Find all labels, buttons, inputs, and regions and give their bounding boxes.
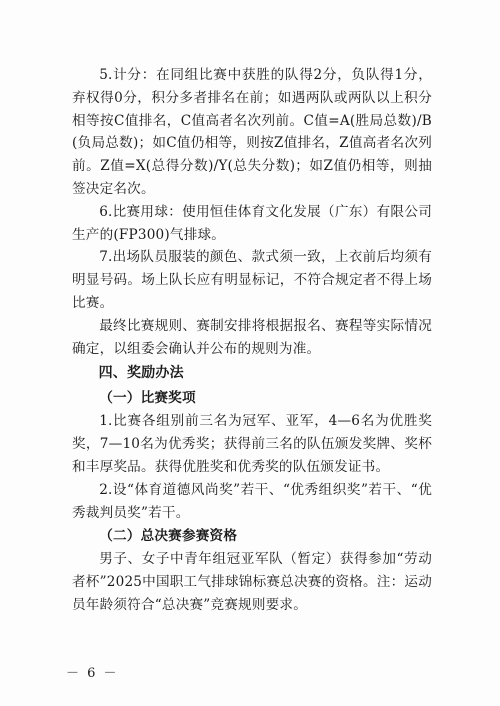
- paragraph-finals: 男子、女子中青年组冠亚军队（暂定）获得参加“劳动者杯”2025中国职工气排球锦标赛总决赛的资格。注：运动员年龄须符合“总决赛”竞赛规则要求。: [72, 551, 432, 613]
- page-number: － 6 －: [66, 666, 119, 681]
- paragraph-final-rules: 最终比赛规则、赛制安排将根据报名、赛程等实际情况确定，以组委会确认并公布的规则为准。: [72, 317, 432, 357]
- subheading-finals: （二）总决赛参赛资格: [99, 528, 238, 545]
- paragraph-prizes-2: 2.设“体育道德风尚奖”若干、“优秀组织奖”若干、“优秀裁判员奖”若干。: [72, 481, 432, 521]
- document-body: [72, 64, 432, 617]
- subheading-prizes: （一）比赛奖项: [99, 390, 196, 407]
- paragraph-ball: 6.比赛用球：使用恒佳体育文化发展（广东）有限公司生产的(FP300)气排球。: [72, 203, 432, 243]
- paragraph-scoring: 5.计分：在同组比赛中获胜的队得2分，负队得1分，弃权得0分，积分多者排名在前；如遇两队或两队以上积分相等按C值排名，C值高者名次列前。C值=A(胜局总数)/B(负局总数)；如C值仍相等，则按Z值排名，Z值高者名次列前。Z值=X(总得分数)/Y(总失分数)；如Z值仍相等，则抽签决定名次。: [72, 67, 432, 197]
- section-heading-awards: 四、奖励办法: [98, 365, 184, 382]
- paragraph-prizes-1: 1.比赛各组别前三名为冠军、亚军，4—6名为优胜奖奖，7—10名为优秀奖；获得前三名的队伍颁发奖牌、奖杯和丰厚奖品。获得优胜奖和优秀奖的队伍颁发证书。: [72, 413, 432, 475]
- paragraph-uniform: 7.出场队员服装的颜色、款式须一致，上衣前后均须有明显号码。场上队长应有明显标记，不符合规定者不得上场比赛。: [72, 249, 432, 311]
